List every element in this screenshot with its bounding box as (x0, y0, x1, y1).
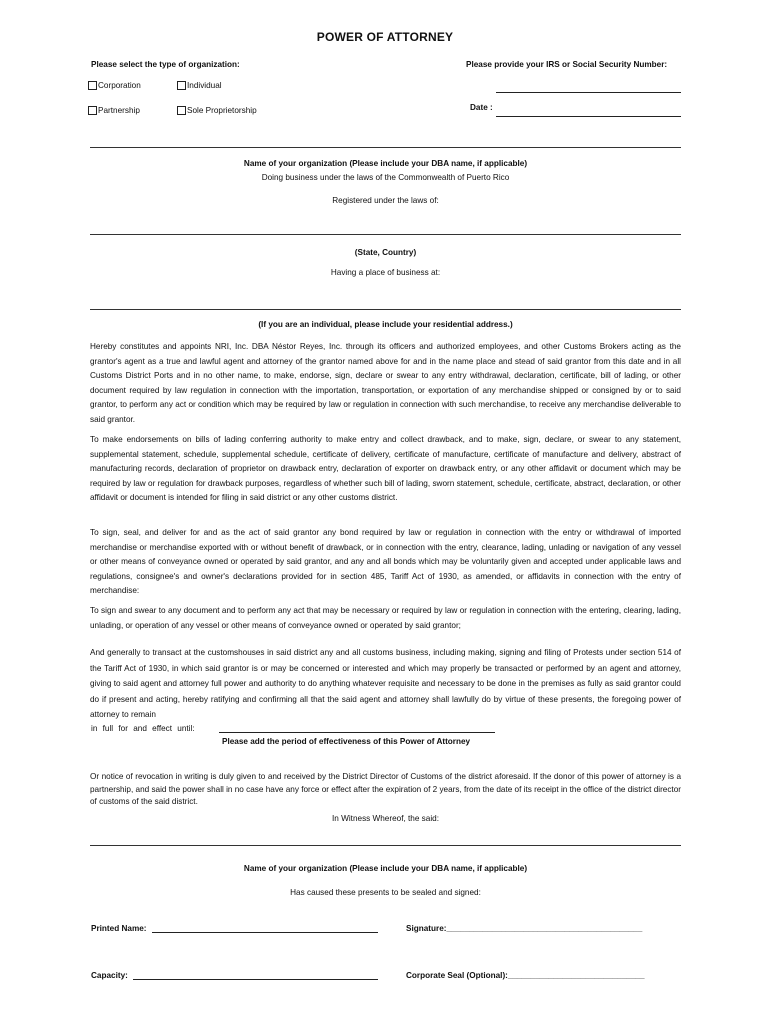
date-label: Date : (470, 103, 493, 112)
sole-proprietorship-option[interactable] (177, 106, 257, 115)
capacity-field[interactable] (133, 979, 378, 980)
paragraph-3-text: To sign, seal, and deliver for and as the act of said grantor any bond required by law or regulation in connection with the entry or withdrawal of imported merchandise or merchandise exported with or without benefit of drawback, or in connection with the entry, clearance, lading, unlading or navigation of any vessel or other means of conveyance owned or operated by said grantor, and any and all bonds which may be voluntarily given and accepted under applicable laws and regulations, consignee's and owner's declarations provided for in section 485, Tariff Act of 1930, as amended, or affidavits in connection with the entry of merchandise: (90, 528, 681, 596)
state-country-label: (State, Country) (354, 248, 417, 257)
individual-label: Individual (187, 81, 222, 90)
id-number-field[interactable] (496, 92, 681, 93)
caused-text: Has caused these presents to be sealed and signed: (290, 888, 481, 897)
paragraph-4-text: To sign and swear to any document and to perform any act that may be necessary or required by law or regulation in connection with the entering, clearing, lading, unlading, or operation of any vessel or other means of conveyance owned or operated by said grantor; (90, 606, 681, 630)
org-name-label-2: Name of your organization (Please include your DBA name, if applicable) (243, 864, 528, 873)
checkbox-individual[interactable] (177, 81, 186, 90)
date-field[interactable] (496, 116, 681, 117)
period-label: Please add the period of effectiveness of this Power of Attorney (222, 737, 471, 746)
corporation-option[interactable] (88, 81, 141, 90)
printed-name-field[interactable] (152, 932, 378, 933)
effective-until-field[interactable] (219, 732, 495, 733)
place-of-business-field[interactable] (90, 309, 681, 310)
checkbox-corporation[interactable] (88, 81, 97, 90)
paragraph-documents (90, 604, 681, 633)
divider (90, 147, 681, 148)
place-of-business-text: Having a place of business at: (330, 268, 441, 277)
page-title: POWER OF ATTORNEY (316, 30, 454, 44)
residential-note: (If you are an individual, please include your residential address.) (258, 320, 513, 329)
paragraph-2-text: To make endorsements on bills of lading conferring authority to make entry and collect drawback, and to make, sign, declare, or swear to any statement, supplemental statement, schedule, supplemental schedule, certificate of delivery, certificate of manufacture, certificate of manufacture and delivery, abstract of manufacturing records, declaration of proprietor on drawback entry, declaration of exporter on drawback entry, or any other affidavit or document which may be required by law or regulation for drawback purposes, regardless of whether such bill of lading, sworn statement, schedule, certificate, abstract, declaration, or other affidavit or document is intended for filing in said district or any other customs district. (90, 435, 681, 503)
corporate-seal-label[interactable]: Corporate Seal (Optional):______________________________ (406, 971, 645, 980)
partnership-label: Partnership (98, 106, 140, 115)
revocation-text: Or notice of revocation in writing is duly given to and received by the District Director of Customs of the district aforesaid. If the donor of this power of attorney is a partnership, and said the power shall in no case have any force or effect after the expiration of 2 years, from the date of its receipt in the office of the district director of customs of the said district. (90, 772, 681, 807)
paragraph-1-text: Hereby constitutes and appoints NRI, Inc. DBA Néstor Reyes, Inc. through its officers and authorized employees, and other Customs Brokers acting as the grantor's agent as a true and lawful agent and attorney of the grantor named above for and in the name place and stead of said grantor from this date and in all Customs District Ports and in no other name, to make, endorse, sign, declare or swear to any entry withdrawal, declaration, certificate, bill of lading, or other document required by law regulation in connection with the importation, transportation, or exportation of any merchandise shipped or consigned by or to said grantor, to perform any act or condition which may be required by law or regulation in connection with such merchandise, to receive any merchandise deliverable to said grantor. (90, 342, 681, 424)
paragraph-appointment (90, 340, 681, 428)
doing-business-text: Doing business under the laws of the Commonwealth of Puerto Rico (261, 173, 510, 182)
printed-name-label: Printed Name: (91, 924, 147, 933)
paragraph-revocation (90, 771, 681, 809)
capacity-label: Capacity: (91, 971, 128, 980)
checkbox-sole-proprietorship[interactable] (177, 106, 186, 115)
registered-field[interactable] (90, 234, 681, 235)
witness-text: In Witness Whereof, the said: (332, 814, 439, 823)
registered-text: Registered under the laws of: (332, 196, 439, 205)
checkbox-partnership[interactable] (88, 106, 97, 115)
in-full-text: in full for and effect until: (91, 724, 195, 733)
corporation-label: Corporation (98, 81, 141, 90)
id-number-prompt: Please provide your IRS or Social Security Number: (466, 60, 668, 69)
signature-label[interactable]: Signature:___________________________________________ (406, 924, 643, 933)
org-type-prompt: Please select the type of organization: (91, 60, 240, 69)
paragraph-5-text: And generally to transact at the customshouses in said district any and all customs business, including making, signing and filing of Protests under section 514 of the Tariff Act of 1930, in which said grantor is or may be concerned or interested and which may properly be transacted or performed by an agent and attorney, giving to said agent and attorney full power and authority to do anything whatever requisite and necessary to be done in the premises as fully as said grantor could do if present and acting, hereby ratifying and confirming all that the said agent and attorney shall lawfully do by virtue of these presents, the foregoing power of attorney to remain (90, 648, 681, 720)
individual-option[interactable] (177, 81, 222, 90)
witness-name-field[interactable] (90, 845, 681, 846)
partnership-option[interactable] (88, 106, 140, 115)
paragraph-general (90, 645, 681, 723)
paragraph-endorsements (90, 433, 681, 506)
org-name-label: Name of your organization (Please include your DBA name, if applicable) (243, 159, 528, 168)
sole-proprietorship-label: Sole Proprietorship (187, 106, 257, 115)
paragraph-bonds (90, 526, 681, 599)
